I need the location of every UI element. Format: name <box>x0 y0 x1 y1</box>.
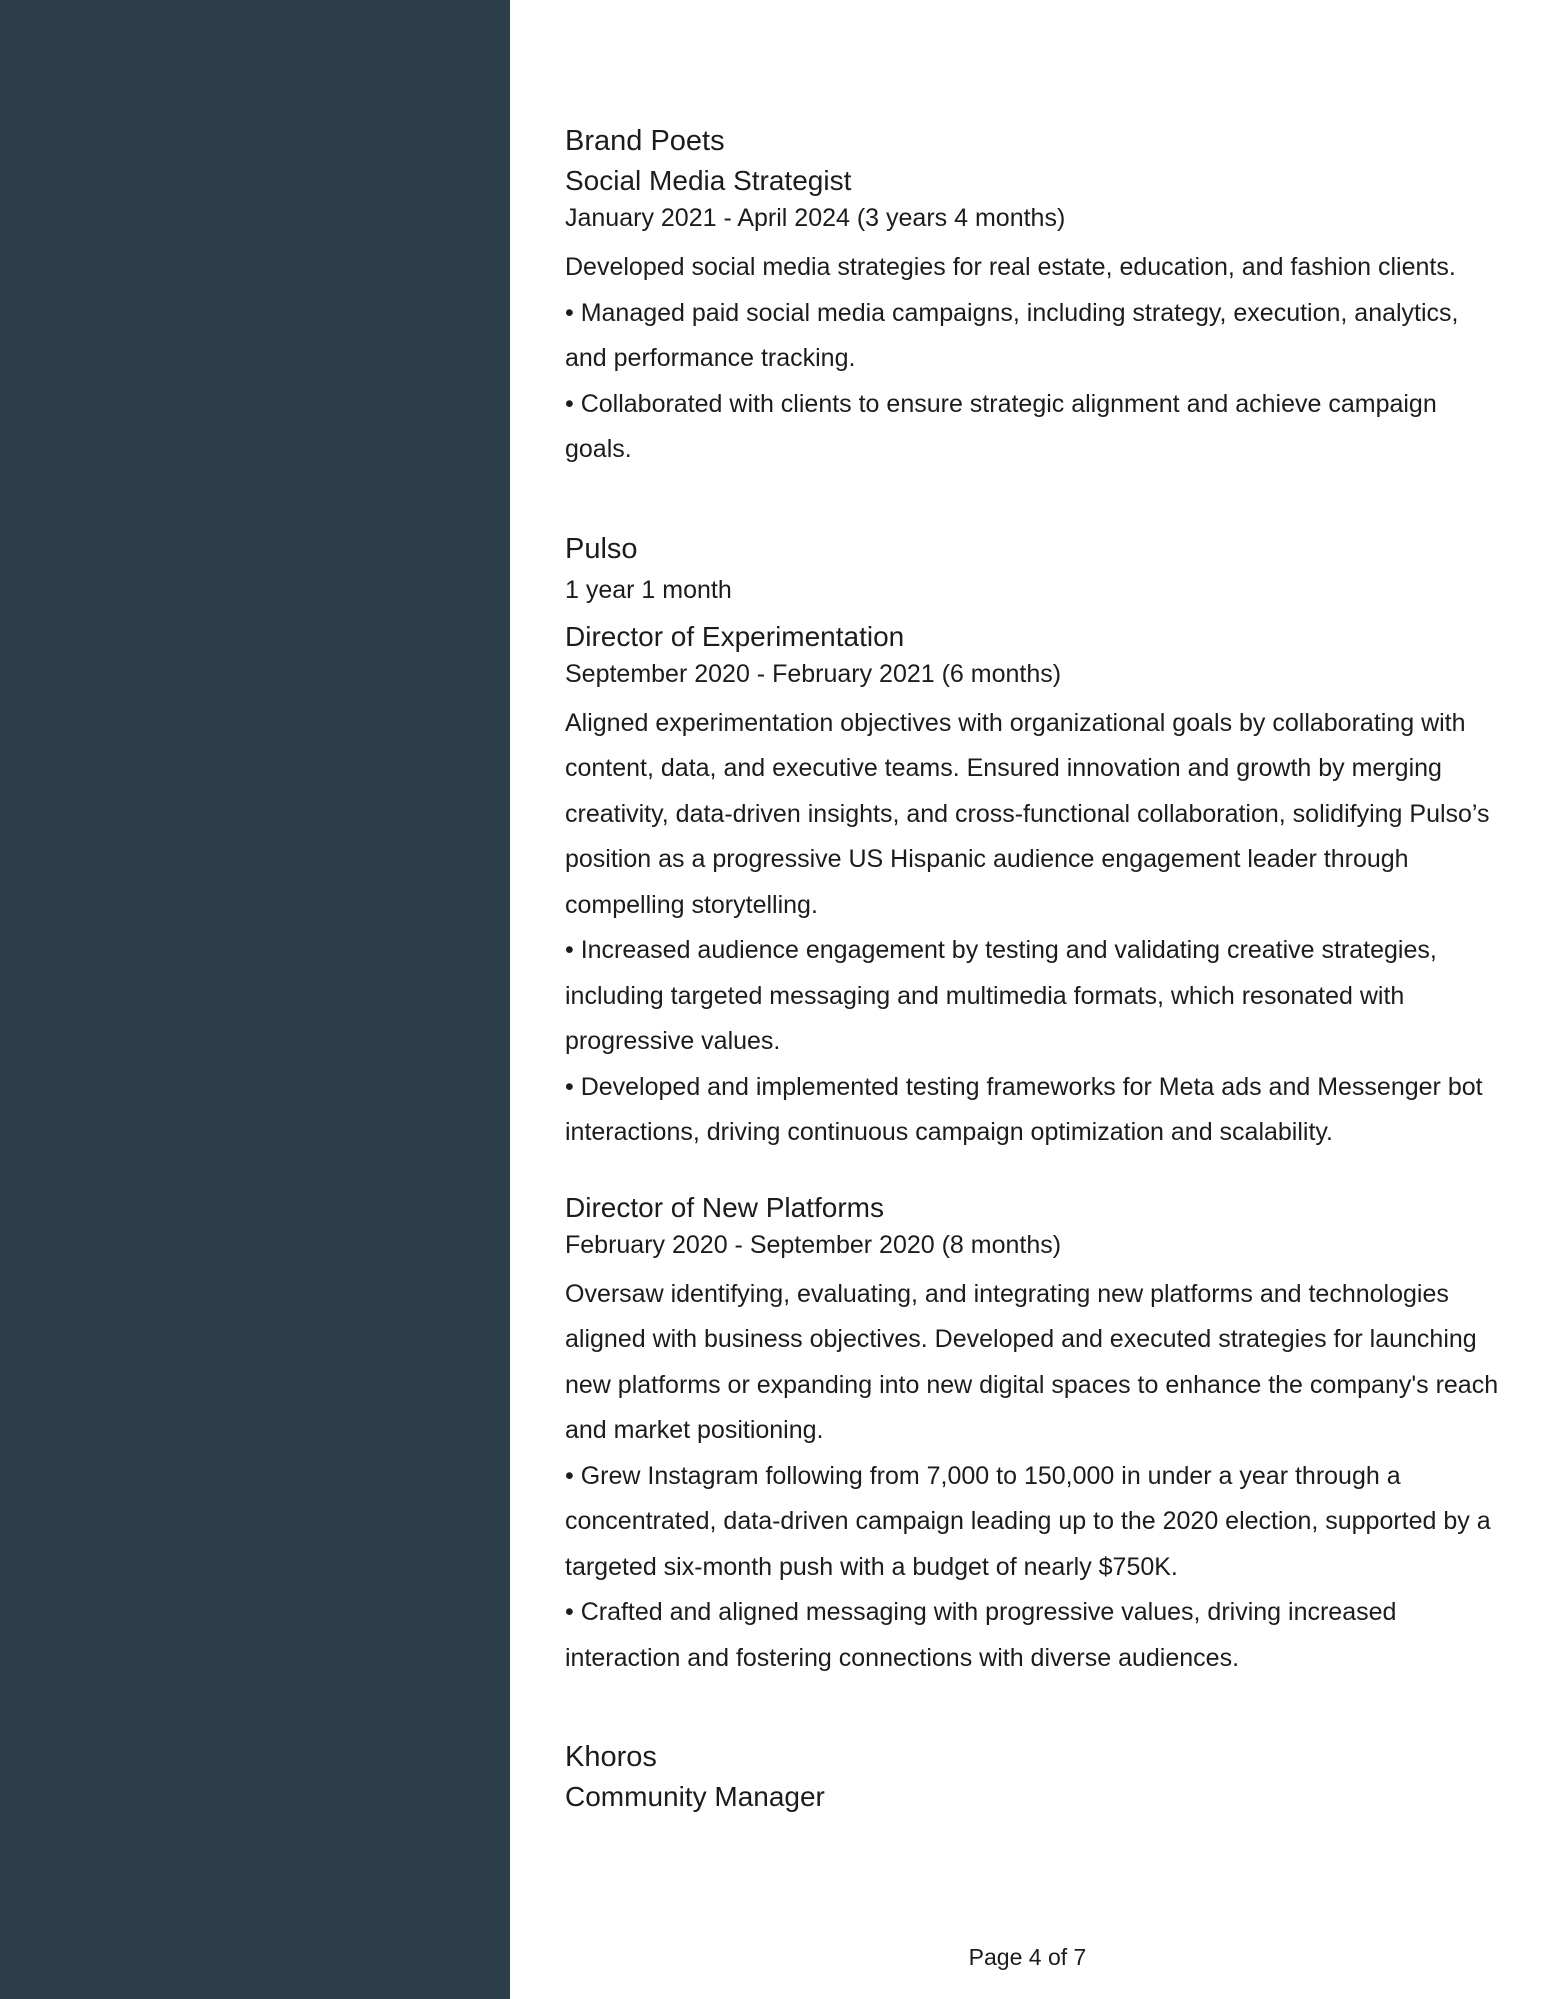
role-title: Director of Experimentation <box>565 620 905 652</box>
sidebar-panel <box>0 0 510 1999</box>
role-title: Director of New Platforms <box>565 1191 884 1223</box>
description-bullet: • Grew Instagram following from 7,000 to 150,000 in under a year through a concentrated, data-driven campaign leading up to the 2020 election, supported by a targeted six-month push with a budget of nearly $750K. <box>565 1461 1491 1581</box>
company-name: Pulso <box>565 532 638 565</box>
description-bullet: • Increased audience engagement by testing and validating creative strategies, including targeted messaging and multimedia formats, which resonated with progressive values. <box>565 936 1437 1055</box>
role-dates: February 2020 - September 2020 (8 months) <box>565 1230 1062 1259</box>
role-title: Community Manager <box>565 1781 825 1812</box>
description-paragraph: Developed social media strategies for real estate, education, and fashion clients. <box>565 253 1456 281</box>
role-entry <box>565 1188 1505 1682</box>
description-bullet: • Collaborated with clients to ensure strategic alignment and achieve campaign goals. <box>565 389 1437 463</box>
page-number: Page 4 of 7 <box>968 1944 1087 1970</box>
role-description <box>565 701 1505 1156</box>
role-entry <box>565 161 1505 473</box>
role-dates: January 2021 - April 2024 (3 years 4 months) <box>565 204 1066 232</box>
experience-section <box>565 121 1505 1817</box>
company-entry <box>565 121 1505 473</box>
role-dates: September 2020 - February 2021 (6 months) <box>565 659 1062 688</box>
company-entry <box>565 1737 1505 1817</box>
role-description <box>565 245 1505 473</box>
company-name: Brand Poets <box>565 125 725 157</box>
role-description <box>565 1272 1505 1682</box>
description-bullet: • Crafted and aligned messaging with progressive values, driving increased interaction and fostering connections with diverse audiences. <box>565 1598 1397 1672</box>
role-title: Social Media Strategist <box>565 165 852 196</box>
description-paragraph: Aligned experimentation objectives with organizational goals by collaborating with content, data, and executive teams. Ensured innovation and growth by merging creativity, data-driven insights, and cross-functional collaboration, solidifying Pulso’s position as a progressive US Hispanic audience engagement leader through compelling storytelling. <box>565 708 1490 919</box>
role-entry <box>565 1777 1505 1817</box>
company-name: Khoros <box>565 1741 657 1773</box>
role-entry <box>565 617 1505 1156</box>
company-tenure: 1 year 1 month <box>565 575 732 604</box>
company-entry <box>565 529 1505 1682</box>
description-bullet: • Managed paid social media campaigns, including strategy, execution, analytics, and performance tracking. <box>565 298 1459 372</box>
description-bullet: • Developed and implemented testing frameworks for Meta ads and Messenger bot interactions, driving continuous campaign optimization and scalability. <box>565 1072 1483 1146</box>
description-paragraph: Oversaw identifying, evaluating, and integrating new platforms and technologies aligned with business objectives. Developed and executed strategies for launching new platforms or expanding into new digital spaces to enhance the company's reach and market positioning. <box>565 1279 1499 1444</box>
